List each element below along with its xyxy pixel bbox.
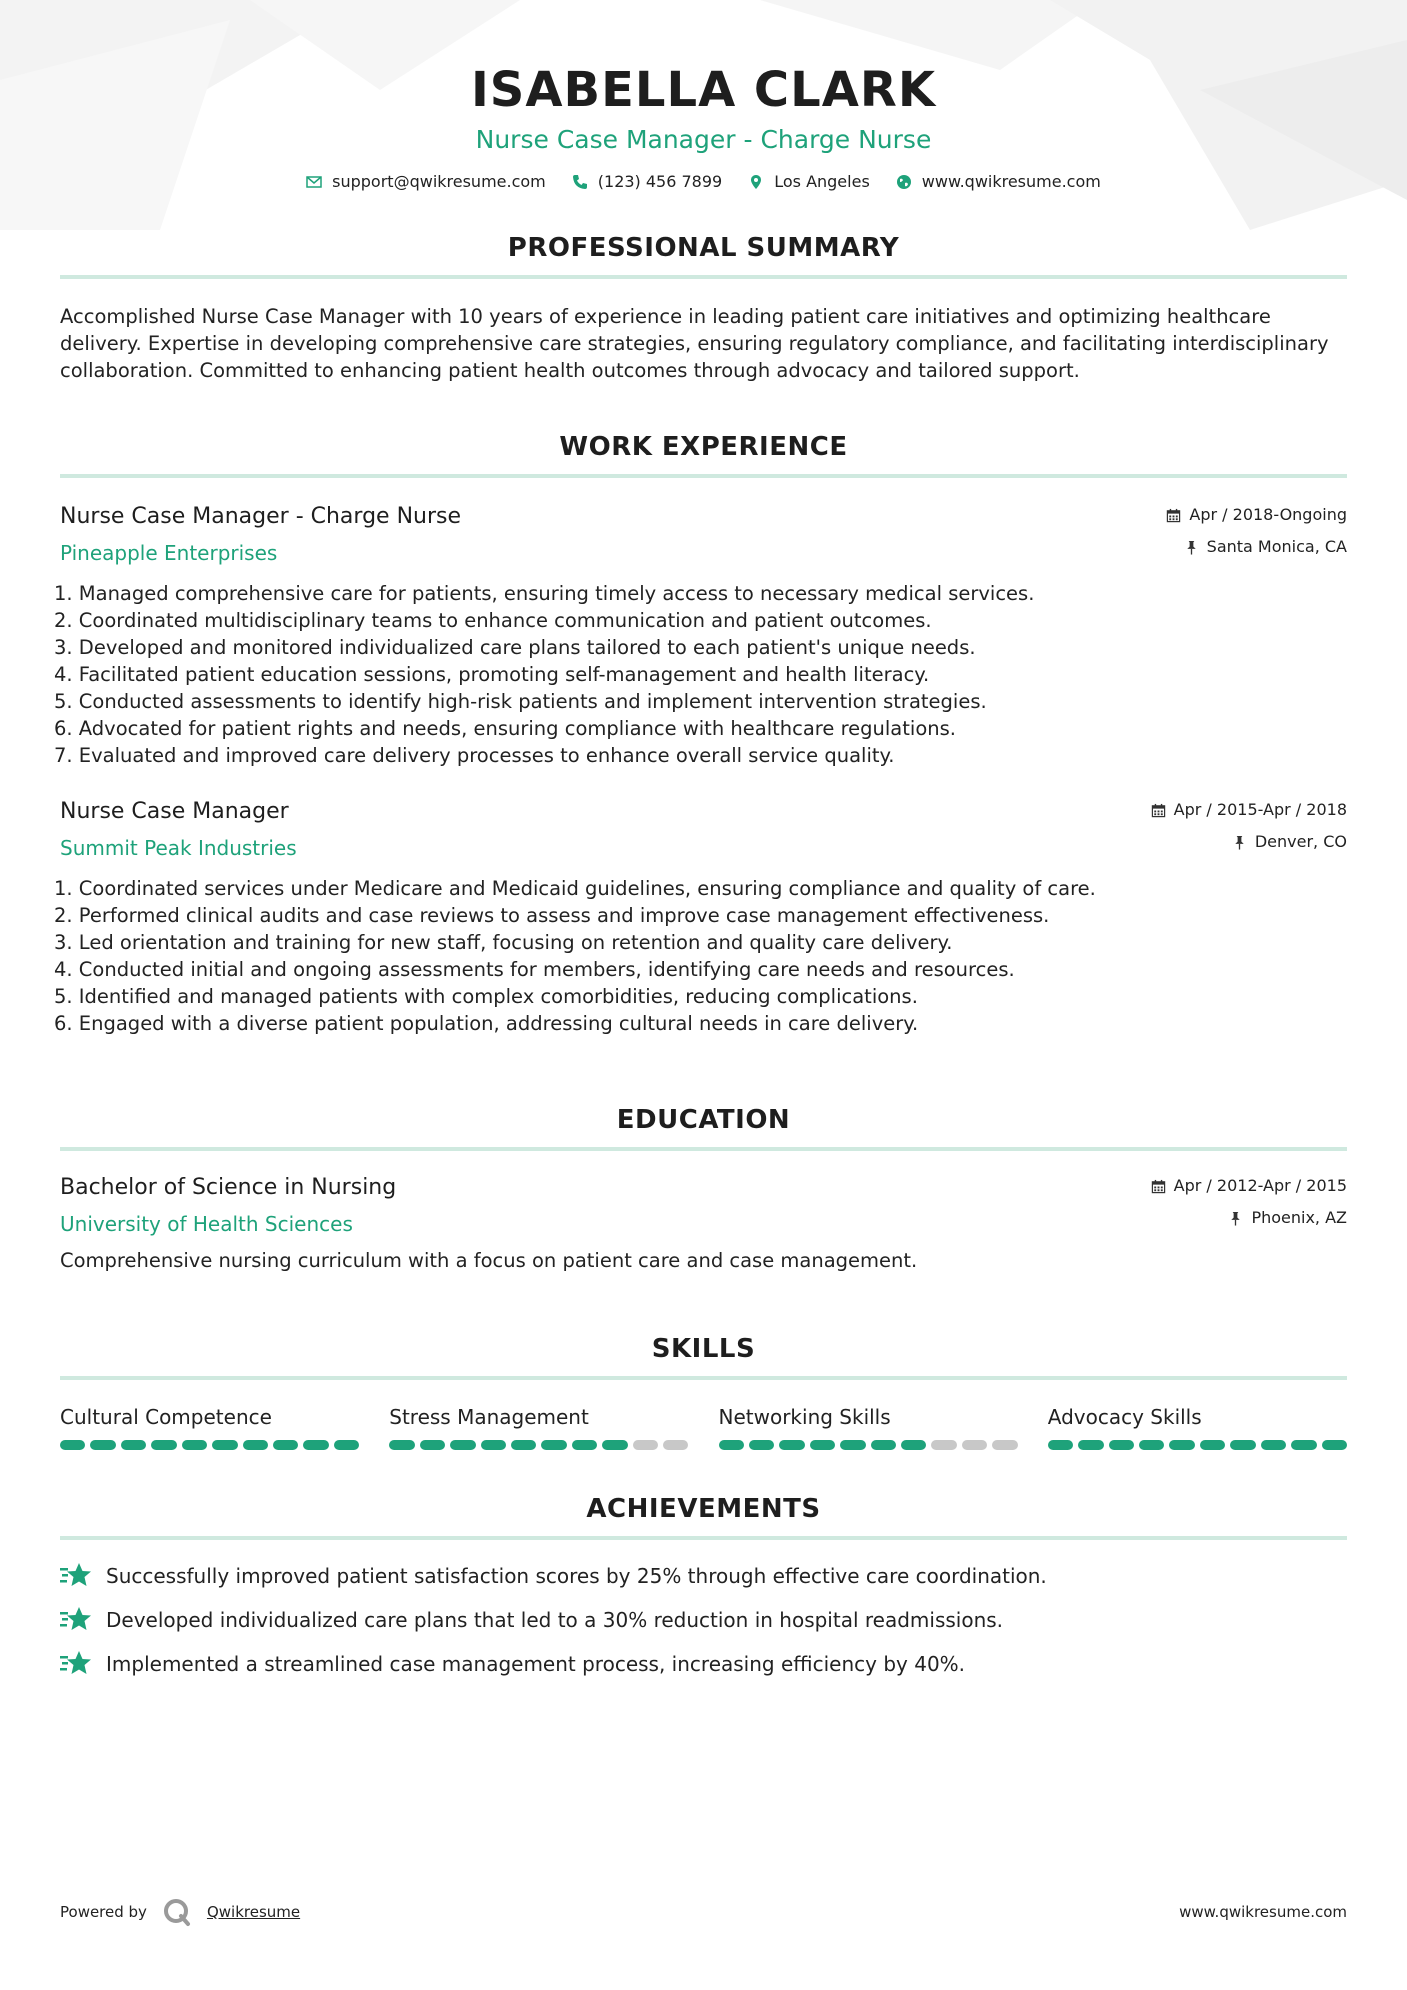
skill-segment-filled [121,1440,146,1450]
skill-segment-filled [1139,1440,1164,1450]
education-description: Comprehensive nursing curriculum with a focus on patient care and case management. [60,1249,918,1272]
list-item: 1. Managed comprehensive care for patients, ensuring timely access to necessary medical services. [54,582,1035,605]
education-entry [60,1173,1347,1274]
skill-segment-filled [901,1440,926,1450]
summary-section [60,231,1347,384]
resume-header [60,0,1347,191]
skill-segment-filled [60,1440,85,1450]
job-dates: Apr / 2015-Apr / 2018 [1151,797,1347,823]
phone-icon [572,174,588,190]
skill-name: Advocacy Skills [1047,1405,1202,1429]
list-item: 4. Conducted initial and ongoing assessments for members, identifying care needs and resources. [54,958,1015,981]
education-heading: EDUCATION [616,1105,791,1135]
achievements-heading: ACHIEVEMENTS [586,1494,821,1524]
location-text: Los Angeles [774,172,870,191]
skill-segment-empty [663,1440,688,1450]
list-item: 1. Coordinated services under Medicare and Medicaid guidelines, ensuring compliance and quality of care. [54,877,1096,900]
skill-name: Cultural Competence [60,1405,272,1429]
skill-segment-filled [541,1440,566,1450]
skill-segment-filled [182,1440,207,1450]
star-icon [60,1562,92,1590]
skill-segment-filled [719,1440,744,1450]
map-marker-icon [748,174,764,190]
degree-title: Bachelor of Science in Nursing [60,1175,397,1200]
powered-by-label: Powered by [60,1903,147,1921]
skill-segment-filled [1291,1440,1316,1450]
achievement-text: Implemented a streamlined case management process, increasing efficiency by 40%. [106,1652,966,1676]
skill-segment-filled [90,1440,115,1450]
list-item: 3. Developed and monitored individualized care plans tailored to each patient's unique needs. [54,636,976,659]
skills-heading: SKILLS [651,1334,756,1364]
contact-website[interactable] [896,172,1101,191]
skill-segment-filled [779,1440,804,1450]
list-item: 2. Performed clinical audits and case reviews to assess and improve case management effectiveness. [54,904,1050,927]
skill-segment-filled [572,1440,597,1450]
skill-segment-empty [931,1440,956,1450]
job-bullets [54,875,1347,1037]
skill-item [60,1404,359,1450]
skill-segment-filled [151,1440,176,1450]
contact-email[interactable] [306,172,546,191]
skill-segment-filled [840,1440,865,1450]
skill-level-bar [60,1440,359,1450]
school-name: University of Health Sciences [60,1212,353,1236]
list-item: 7. Evaluated and improved care delivery processes to enhance overall service quality. [54,744,895,767]
skill-segment-empty [992,1440,1017,1450]
section-divider [60,474,1347,478]
skill-segment-filled [303,1440,328,1450]
skill-name: Stress Management [389,1405,589,1429]
brand-link[interactable]: Qwikresume [206,1903,301,1921]
skill-segment-filled [420,1440,445,1450]
envelope-icon [306,174,322,190]
skill-level-bar [719,1440,1018,1450]
skill-segment-filled [1048,1440,1073,1450]
star-icon [60,1650,92,1678]
summary-heading: PROFESSIONAL SUMMARY [507,233,900,263]
job-bullets [54,580,1347,769]
skill-segment-filled [1322,1440,1347,1450]
qwikresume-logo-icon [161,1896,193,1928]
job-entry [54,797,1347,1037]
calendar-icon [1166,508,1181,523]
job-location: Santa Monica, CA [1166,534,1347,560]
section-divider [60,1376,1347,1380]
skill-segment-filled [450,1440,475,1450]
skill-segment-empty [633,1440,658,1450]
education-location: Phoenix, AZ [1151,1205,1347,1231]
experience-heading: WORK EXPERIENCE [559,432,848,462]
pushpin-icon [1228,1211,1243,1226]
list-item: 5. Identified and managed patients with complex comorbidities, reducing complications. [54,985,918,1008]
website-text: www.qwikresume.com [921,172,1101,191]
achievement-text: Developed individualized care plans that led to a 30% reduction in hospital readmissions. [106,1608,1004,1632]
skill-segment-filled [1109,1440,1134,1450]
skill-segment-filled [749,1440,774,1450]
achievement-item [60,1606,1347,1634]
email-text: support@qwikresume.com [332,172,546,191]
achievement-text: Successfully improved patient satisfaction scores by 25% through effective care coordination. [106,1564,1047,1588]
skill-segment-filled [871,1440,896,1450]
skill-segment-filled [212,1440,237,1450]
page-footer [60,1896,1347,1928]
skills-section [60,1332,1347,1450]
skill-segment-filled [810,1440,835,1450]
skill-item [389,1404,688,1450]
phone-text: (123) 456 7899 [597,172,723,191]
calendar-icon [1151,803,1166,818]
pushpin-icon [1232,835,1247,850]
skill-segment-filled [389,1440,414,1450]
star-icon [60,1606,92,1634]
list-item: 5. Conducted assessments to identify high-risk patients and implement intervention strategies. [54,690,987,713]
skill-segment-filled [602,1440,627,1450]
job-title: Nurse Case Manager [60,799,289,824]
skill-segment-filled [481,1440,506,1450]
skill-item [1048,1404,1347,1450]
job-location: Denver, CO [1151,829,1347,855]
company-name: Pineapple Enterprises [60,541,278,565]
list-item: 3. Led orientation and training for new staff, focusing on retention and quality care delivery. [54,931,953,954]
job-title: Nurse Case Manager - Charge Nurse [60,504,462,529]
skill-segment-empty [962,1440,987,1450]
footer-website[interactable]: www.qwikresume.com [1179,1903,1347,1921]
contact-location [748,172,870,191]
list-item: 4. Facilitated patient education sessions, promoting self-management and health literacy. [54,663,930,686]
section-divider [60,1536,1347,1540]
globe-icon [896,174,912,190]
skill-segment-filled [273,1440,298,1450]
summary-text: Accomplished Nurse Case Manager with 10 years of experience in leading patient care initiatives and optimizing healthcare delivery. Expertise in developing comprehensive care strategies, ensuring regulatory compliance, and facilitating interdisciplinary collaboration. Committed to enhancing patient health outcomes through advocacy and tailored support. [60,305,1329,382]
candidate-title: Nurse Case Manager - Charge Nurse [475,125,932,154]
achievement-item [60,1650,1347,1678]
list-item: 6. Engaged with a diverse patient population, addressing cultural needs in care delivery. [54,1012,919,1035]
contact-bar [60,172,1347,191]
skill-segment-filled [243,1440,268,1450]
skill-segment-filled [334,1440,359,1450]
skill-segment-filled [511,1440,536,1450]
skill-level-bar [1048,1440,1347,1450]
job-entry [54,502,1347,769]
achievements-section [60,1492,1347,1678]
powered-by [60,1896,300,1928]
achievement-item [60,1562,1347,1590]
education-dates: Apr / 2012-Apr / 2015 [1151,1173,1347,1199]
pushpin-icon [1184,540,1199,555]
list-item: 2. Coordinated multidisciplinary teams to enhance communication and patient outcomes. [54,609,932,632]
job-dates: Apr / 2018-Ongoing [1166,502,1347,528]
section-divider [60,1147,1347,1151]
skills-grid [60,1404,1347,1450]
skill-item [719,1404,1018,1450]
skill-segment-filled [1230,1440,1255,1450]
education-section [60,1103,1347,1274]
candidate-name: ISABELLA CLARK [470,62,937,118]
calendar-icon [1151,1179,1166,1194]
achievements-list [60,1562,1347,1678]
contact-phone[interactable] [572,172,722,191]
skill-segment-filled [1169,1440,1194,1450]
skill-name: Networking Skills [718,1405,891,1429]
skill-segment-filled [1078,1440,1103,1450]
skill-level-bar [389,1440,688,1450]
list-item: 6. Advocated for patient rights and needs, ensuring compliance with healthcare regulations. [54,717,956,740]
skill-segment-filled [1261,1440,1286,1450]
experience-section [54,430,1347,1037]
section-divider [60,275,1347,279]
skill-segment-filled [1200,1440,1225,1450]
company-name: Summit Peak Industries [60,836,297,860]
